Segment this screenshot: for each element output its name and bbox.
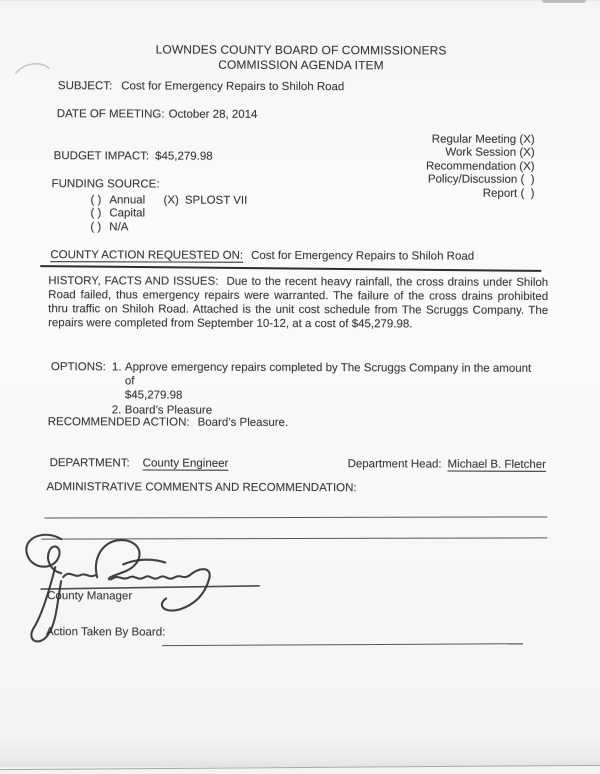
department-label: DEPARTMENT: <box>49 457 130 470</box>
org-title: LOWNDES COUNTY BOARD OF COMMISSIONERS <box>155 42 447 58</box>
funding-option-row: ( ) Capital <box>90 207 146 220</box>
funding-source-label: FUNDING SOURCE: <box>51 178 160 191</box>
scan-smudge <box>542 0 586 3</box>
date-label: DATE OF MEETING: <box>56 108 165 121</box>
recommended-action-value: Board’s Pleasure. <box>197 416 289 429</box>
checkbox-mark: ( ) <box>90 194 102 207</box>
checkbox-mark: ( ) <box>520 173 535 187</box>
comment-blank-line <box>44 516 547 518</box>
meeting-type-row: Regular Meeting (X) <box>431 133 535 146</box>
section-divider-rule <box>40 265 541 272</box>
scan-shadow <box>0 733 600 767</box>
county-action-row <box>50 249 474 262</box>
county-action-value: Cost for Emergency Repairs to Shiloh Road <box>251 249 475 263</box>
signer-title: County Manager <box>47 590 133 603</box>
checkbox-mark: ( ) <box>90 207 102 220</box>
budget-value: $45,279.98 <box>155 150 213 163</box>
subject-value: Cost for Emergency Repairs to Shiloh Road <box>121 80 345 94</box>
budget-label: BUDGET IMPACT: <box>53 150 150 163</box>
meeting-type-checklist <box>426 133 535 200</box>
action-taken-row <box>46 626 165 638</box>
meeting-type-row: Report ( ) <box>482 187 535 200</box>
budget-impact-row <box>54 150 213 163</box>
checkbox-mark: (X) <box>163 194 179 207</box>
admin-comments-label: ADMINISTRATIVE COMMENTS AND RECOMMENDATION: <box>46 481 357 495</box>
history-text: Due to the recent heavy rainfall, the cross drains under Shiloh Road failed, thus emergency repairs were warranted. The failure of the cross drains prohibited thru traffic on Shiloh Road. Attached is the unit cost schedule from The Scruggs Company. The repairs were completed from September 10-12, at a cost of $45,279.98. <box>48 275 549 331</box>
comment-blank-line <box>41 537 547 539</box>
department-head-value: Michael B. Fletcher <box>447 458 547 471</box>
checkbox-mark: ( ) <box>520 187 535 200</box>
department-head-label: Department Head: <box>347 458 442 471</box>
checkbox-mark: ( ) <box>90 221 102 234</box>
pencil-mark <box>13 57 53 81</box>
document-header <box>1 42 600 74</box>
signature-line <box>41 585 259 590</box>
options-label: OPTIONS: <box>50 361 106 374</box>
subject-label: SUBJECT: <box>57 80 113 93</box>
date-of-meeting-row <box>57 108 258 121</box>
department-value: County Engineer <box>142 457 229 470</box>
history-facts-issues <box>48 275 548 332</box>
funding-option-row: ( ) N/A <box>90 221 129 234</box>
option-item: 1. Approve emergency repairs completed by The Scruggs Company in the amount of $45,279.98 <box>111 361 532 402</box>
county-action-label: COUNTY ACTION REQUESTED ON: <box>50 249 244 262</box>
action-taken-label: Action Taken By Board: <box>45 626 166 639</box>
document-type-title: COMMISSION AGENDA ITEM <box>218 57 384 73</box>
option-item: 2. Board’s Pleasure <box>111 404 213 417</box>
recommended-action-row <box>48 416 288 429</box>
history-label: HISTORY, FACTS AND ISSUES: <box>48 275 219 288</box>
funding-options-list <box>90 194 248 234</box>
funding-selected: (X) SPLOST VII <box>163 194 248 207</box>
date-value: October 28, 2014 <box>168 108 258 121</box>
action-taken-blank-line <box>162 643 523 646</box>
department-head-group <box>348 458 546 471</box>
meeting-type-row: Recommendation (X) <box>425 160 535 173</box>
department-row <box>50 457 550 471</box>
checkbox-mark: (X) <box>519 147 535 160</box>
meeting-type-row: Work Session (X) <box>445 146 535 160</box>
funding-option-row: ( ) Annual (X) SPLOST VII <box>90 194 248 207</box>
checkbox-mark: (X) <box>519 133 535 146</box>
options-list <box>112 360 533 419</box>
recommended-action-label: RECOMMENDED ACTION: <box>47 416 190 429</box>
meeting-type-row: Policy/Discussion ( ) <box>427 173 535 187</box>
subject-row <box>58 80 344 93</box>
checkbox-mark: (X) <box>519 160 535 173</box>
options-block <box>51 360 533 420</box>
